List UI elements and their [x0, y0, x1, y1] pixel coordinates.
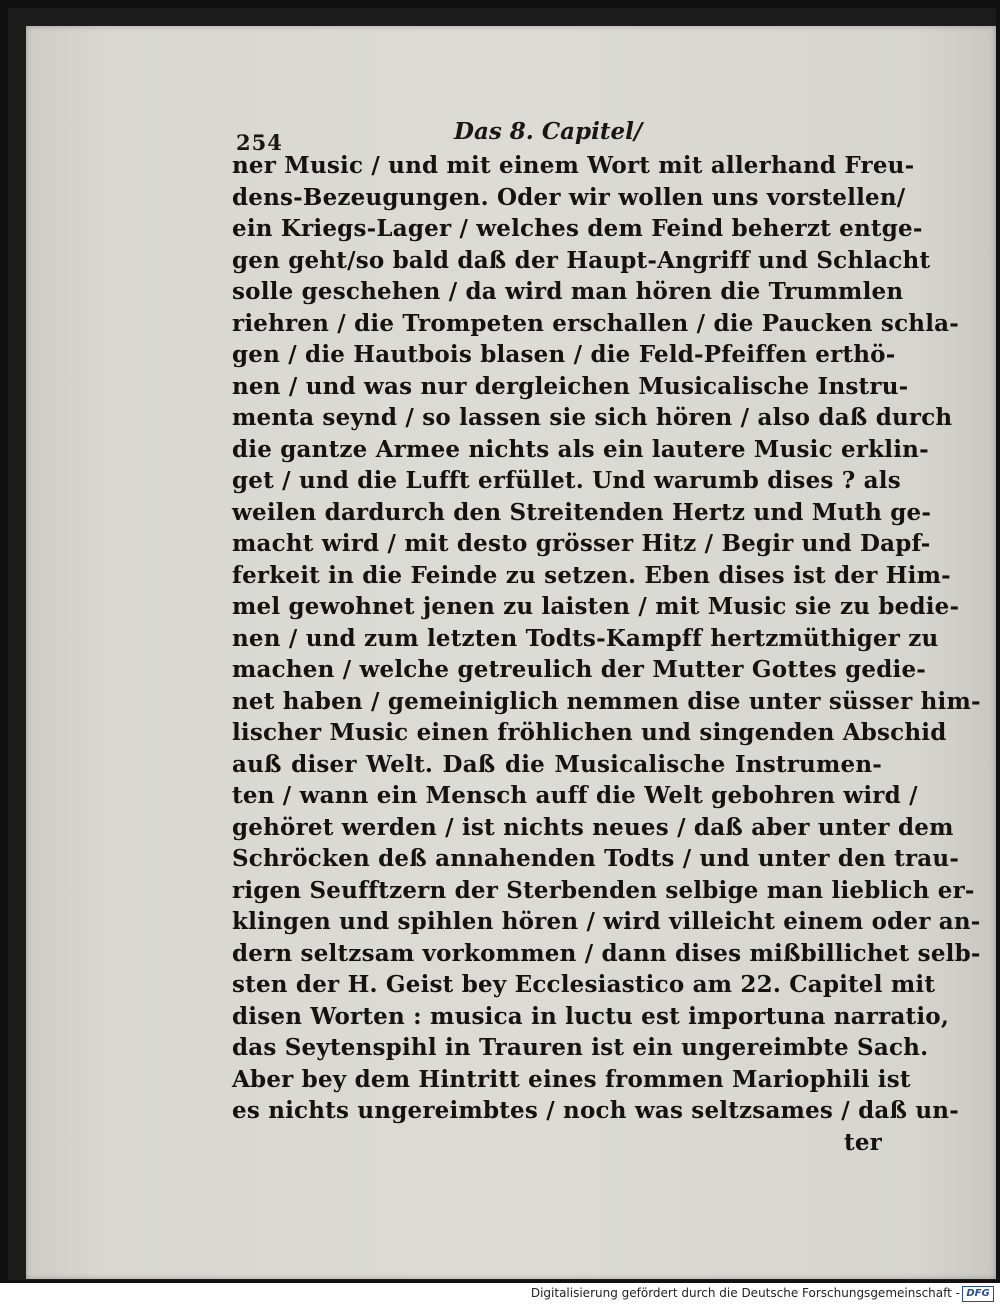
text-line: macht wird / mit desto grösser Hitz / Begir und Dapf-: [232, 530, 931, 557]
text-line: Schröcken deß annahenden Todts / und unter den trau-: [232, 845, 960, 872]
text-line: gen / die Hautbois blasen / die Feld-Pfeiffen erthö-: [232, 341, 896, 368]
text-line: solle geschehen / da wird man hören die Trummlen: [232, 278, 904, 305]
text-line: nen / und zum letzten Todts-Kampff hertzmüthiger zu: [232, 624, 939, 652]
text-line: es nichts ungereimbtes / noch was seltzsames / daß un-: [232, 1097, 959, 1124]
text-line: sten der H. Geist bey Ecclesiastico am 22. Capitel mit: [232, 971, 936, 998]
page-header: [206, 116, 886, 155]
text-line: ten / wann ein Mensch auff die Welt gebohren wird /: [232, 782, 918, 809]
text-line: ferkeit in die Feinde zu setzen. Eben dises ist der Him-: [232, 561, 951, 589]
dfg-logo: DFG: [962, 1286, 994, 1302]
text-line: disen Worten : musica in luctu est importuna narratio,: [232, 1002, 950, 1030]
text-line: lischer Music einen fröhlichen und singenden Abschid: [232, 719, 947, 746]
footer-bar: [0, 1283, 1000, 1304]
text-line: auß diser Welt. Daß die Musicalische Instrumen-: [232, 750, 882, 778]
text-line: dern seltzsam vorkommen / dann dises mißbillichet selb-: [232, 939, 981, 967]
text-line: die gantze Armee nichts als ein lautere Music erklin-: [232, 435, 929, 463]
text-line: riehren / die Trompeten erschallen / die Paucken schla-: [232, 309, 959, 337]
text-line: weilen dardurch den Streitenden Hertz und Muth ge-: [232, 498, 932, 526]
text-line: Aber bey dem Hintritt eines frommen Mariophili ist: [232, 1065, 911, 1093]
text-line: gehöret werden / ist nichts neues / daß aber unter dem: [232, 813, 954, 841]
text-line: rigen Seufftzern der Sterbenden selbige man lieblich er-: [232, 876, 975, 904]
text-line: mel gewohnet jenen zu laisten / mit Music sie zu bedie-: [232, 593, 960, 620]
text-line: das Seytenspihl in Trauren ist ein ungereimbte Sach.: [232, 1034, 929, 1061]
text-line: ner Music / und mit einem Wort mit allerhand Freu-: [232, 152, 915, 179]
text-line: nen / und was nur dergleichen Musicalische Instru-: [232, 372, 909, 400]
funding-credit: Digitalisierung gefördert durch die Deutsche Forschungsgemeinschaft -: [530, 1286, 960, 1300]
text-line: klingen und spihlen hören / wird villeicht einem oder an-: [232, 908, 981, 935]
text-line: net haben / gemeiniglich nemmen dise unter süsser him-: [232, 687, 981, 715]
running-head: Das 8. Capitel/: [454, 118, 643, 145]
text-line: machen / welche getreulich der Mutter Gottes gedie-: [232, 656, 927, 683]
text-line: dens-Bezeugungen. Oder wir wollen uns vorstellen/: [232, 183, 906, 211]
body-text: [232, 150, 981, 1158]
catchword: ter: [844, 1128, 882, 1156]
page-number: 254: [236, 130, 283, 155]
text-line: ein Kriegs-Lager / welches dem Feind beherzt entge-: [232, 215, 923, 242]
text-line: get / und die Lufft erfüllet. Und warumb dises ? als: [232, 467, 901, 494]
text-line: menta seynd / so lassen sie sich hören / also daß durch: [232, 404, 953, 431]
text-line: gen geht/so bald daß der Haupt-Angriff und Schlacht: [232, 246, 931, 274]
